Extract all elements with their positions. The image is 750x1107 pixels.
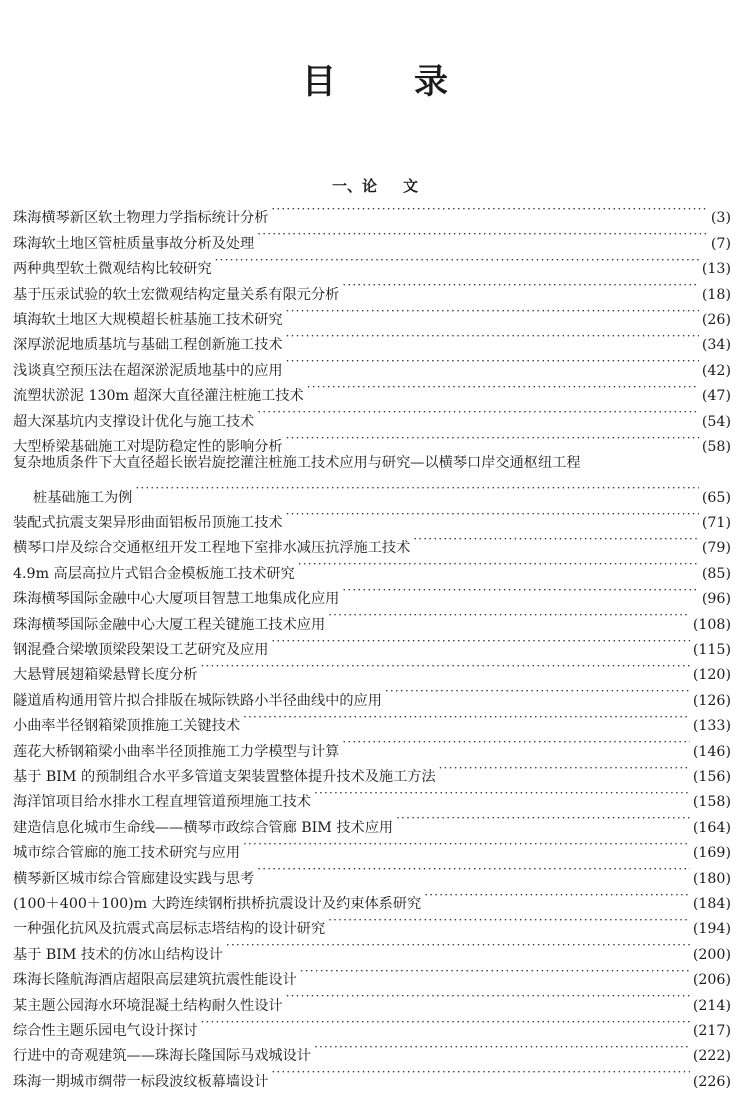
toc-entry-page: (217) [692,1022,731,1039]
toc-entry-page: (71) [701,515,731,532]
toc-entry-page: (222) [692,1048,731,1065]
toc-entry-page: (126) [692,692,731,709]
toc-entry-title: 浅谈真空预压法在超深淤泥质地基中的应用 [13,362,283,379]
toc-leader-dots [314,781,690,806]
toc-leader-dots [226,933,690,958]
toc-entry-page: (194) [692,921,731,938]
toc-leader-dots [342,578,699,603]
section-heading-part-1: 一、论 [331,177,377,195]
toc-entry-page: (146) [692,743,731,760]
toc-entry-title: 综合性主题乐园电气设计探讨 [13,1022,198,1039]
toc-entry-title: 4.9m 高层高拉片式铝合金模板施工技术研究 [13,565,295,582]
toc-entry-title: 基于 BIM 技术的仿冰山结构设计 [13,946,223,963]
toc-leader-dots [271,629,689,654]
toc-leader-dots [215,248,699,273]
toc-entry-title: 城市综合管廊的施工技术研究与应用 [13,845,241,862]
toc-leader-dots [257,222,708,247]
toc-entry-page: (184) [692,895,731,912]
toc-entry-title: 小曲率半径钢箱梁顶推施工关键技术 [13,718,241,735]
toc-entry-title: 一种强化抗风及抗震式高层标志塔结构的设计研究 [13,921,326,938]
toc-leader-dots [286,324,699,349]
toc-entry-page: (54) [701,413,731,430]
toc-leader-dots [314,1035,690,1060]
toc-entry-title: 两种典型软土微观结构比较研究 [13,261,212,278]
toc-leader-dots [439,756,690,781]
toc-entry-title: 深厚淤泥地质基坑与基础工程创新施工技术 [13,337,283,354]
toc-leader-dots [424,883,690,908]
toc-leader-dots [271,197,708,222]
toc-entry-title: 珠海长隆航海酒店超限高层建筑抗震性能设计 [13,972,297,989]
toc-entry-title: 某主题公园海水环境混凝土结构耐久性设计 [13,997,283,1014]
toc-entry-page: (47) [701,388,731,405]
toc-leader-dots [200,654,689,679]
toc-leader-dots [271,1060,689,1085]
toc-entry-title: 大悬臂展翅箱梁悬臂长度分析 [13,667,198,684]
toc-entry-title: 基于压汞试验的软土宏微观结构定量关系有限元分析 [13,286,340,303]
toc-leader-dots [286,349,699,374]
toc-entry-title: 珠海一期城市绸带一标段波纹板幕墙设计 [13,1073,269,1090]
page-title-char-2: 录 [414,62,448,102]
toc-leader-dots [396,806,690,831]
toc-entry-title: 珠海横琴新区软土物理力学指标统计分析 [13,210,269,227]
toc-entry-title: 装配式抗震支架异形曲面铝板吊顶施工技术 [13,515,283,532]
toc-leader-dots [243,832,690,857]
toc-entry-page: (18) [701,286,731,303]
toc-entry-page: (34) [701,337,731,354]
toc-leader-dots [200,1010,689,1035]
toc-leader-dots [135,476,699,501]
toc-leader-dots [307,375,699,400]
toc-entry-page: (158) [692,794,731,811]
toc-entry-title: 桩基础施工为例 [33,489,133,506]
toc-entry-title: 钢混叠合梁墩顶梁段架设工艺研究及应用 [13,642,269,659]
toc-entry-title: 莲花大桥钢箱梁小曲率半径顶推施工力学模型与计算 [13,743,340,760]
section-heading-part-2: 文 [403,177,419,195]
toc-entry-title: 海洋馆项目给水排水工程直埋管道预埋施工技术 [13,794,311,811]
toc-entry[interactable] [13,197,731,227]
toc-entry-title: 大型桥梁基础施工对堤防稳定性的影响分析 [13,438,283,455]
toc-entry-title: 超大深基坑内支撑设计优化与施工技术 [13,413,255,430]
toc-leader-dots [286,984,690,1009]
toc-entry-title: 建造信息化城市生命线——横琴市政综合管廊 BIM 技术应用 [13,819,394,836]
toc-entry-page: (133) [692,718,731,735]
toc-entry-page: (115) [692,642,731,659]
toc-leader-dots [298,552,699,577]
toc-leader-dots [300,959,690,984]
toc-leader-dots [257,857,690,882]
toc-entry-page: (7) [710,235,731,252]
toc-entry-page: (3) [710,210,731,227]
toc-leader-dots [328,908,690,933]
toc-entry-page: (120) [692,667,731,684]
toc-leader-dots [342,273,699,298]
page-title-char-1: 目 [302,62,336,102]
toc-leader-dots [385,679,690,704]
toc-entry-title: 填海软土地区大规模超长桩基施工技术研究 [13,311,283,328]
toc-entry-title: 流塑状淤泥 130m 超深大直径灌注桩施工技术 [13,388,304,405]
toc-entry-title: 行进中的奇观建筑——珠海长隆国际马戏城设计 [13,1048,311,1065]
toc-leader-dots [328,603,690,628]
toc-entry-page: (42) [701,362,731,379]
toc-entry-page: (200) [692,946,731,963]
toc-entry-title: 横琴口岸及综合交通枢纽开发工程地下室排水减压抗浮施工技术 [13,540,411,557]
section-heading [0,176,750,196]
toc-entry-title: (100＋400＋100)m 大跨连续钢桁拱桥抗震设计及约束体系研究 [13,895,422,912]
toc-leader-dots [286,299,699,324]
toc-entry-title: 基于 BIM 的预制组合水平多管道支架装置整体提升技术及施工方法 [13,768,436,785]
toc-entry-page: (169) [692,845,731,862]
toc-entry-title: 珠海软土地区管桩质量事故分析及处理 [13,235,255,252]
toc-leader-dots [413,527,699,552]
toc-entry-page: (156) [692,768,731,785]
toc-entry-title: 隧道盾构通用管片拟合排版在城际铁路小半径曲线中的应用 [13,692,382,709]
toc-entry-page: (164) [692,819,731,836]
toc-entry-title: 珠海横琴国际金融中心大厦工程关键施工技术应用 [13,616,326,633]
toc-entry-title: 珠海横琴国际金融中心大厦项目智慧工地集成化应用 [13,591,340,608]
toc-entry[interactable] [13,476,731,506]
toc-leader-dots [286,426,699,451]
toc-entry-page: (85) [701,565,731,582]
toc-leader-dots [286,502,699,527]
toc-entry-page: (65) [701,489,731,506]
toc-entry-page: (96) [701,591,731,608]
toc-entry-page: (226) [692,1073,731,1090]
page-title [0,62,750,102]
toc-entry-page: (26) [701,311,731,328]
toc-entry-page: (79) [701,540,731,557]
toc-entry-page: (58) [701,438,731,455]
toc-entry-page: (214) [692,997,731,1014]
toc-leader-dots [342,730,690,755]
toc-entry-page: (108) [692,616,731,633]
toc-entry-title: 复杂地质条件下大直径超长嵌岩旋挖灌注桩施工技术应用与研究—以横琴口岸交通枢纽工程 [13,454,581,471]
toc-entry-title: 横琴新区城市综合管廊建设实践与思考 [13,870,255,887]
toc-leader-dots [257,400,699,425]
toc-entry-page: (180) [692,870,731,887]
toc-entry-page: (13) [701,261,731,278]
toc-entry[interactable] [13,451,731,476]
toc-list [13,197,731,1090]
toc-leader-dots [243,705,690,730]
toc-entry-page: (206) [692,972,731,989]
